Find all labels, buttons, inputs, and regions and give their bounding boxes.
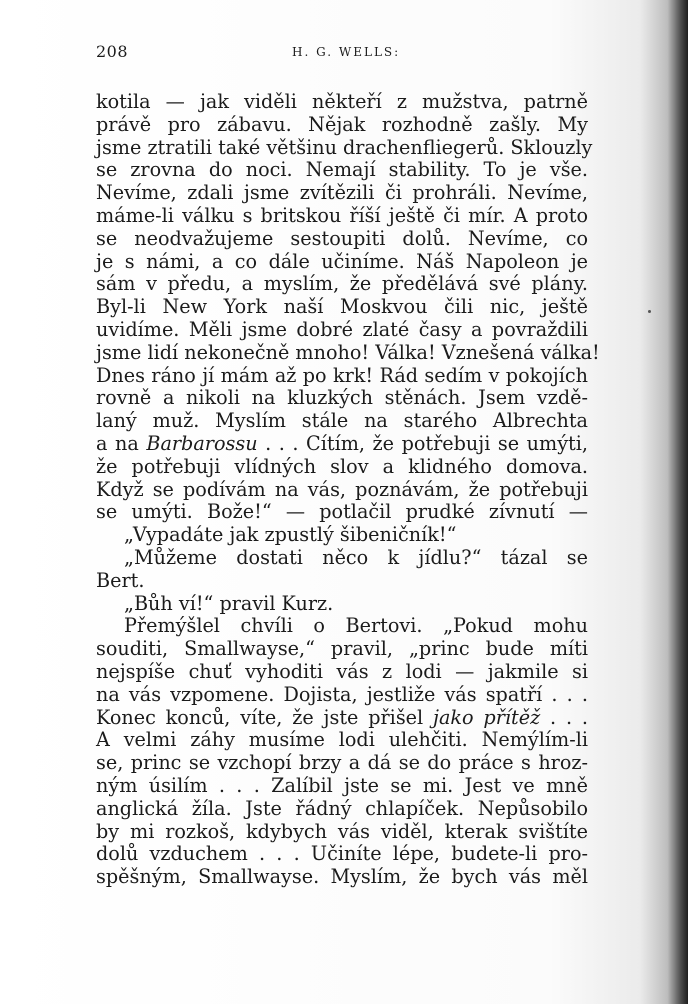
- text-line: A velmi záhy musíme lodi ulehčiti. Nemýlím-li: [96, 728, 588, 752]
- page-header: [96, 42, 586, 64]
- text-line: laný muž. Myslím stále na starého Albrechta: [96, 409, 588, 433]
- text-line: kotila — jak viděli někteří z mužstva, patrně: [96, 90, 588, 113]
- text-line: „Bůh ví!“ pravil Kurz.: [124, 591, 334, 615]
- text-line: jsme ztratili také většinu drachenfliegerů. Sklouzly: [96, 135, 593, 159]
- text-line: ným úsilím . . . Zalíbil jste se mi. Jest ve mně: [96, 773, 588, 797]
- text-line: „Vypadáte jak zpustlý šibeničník!“: [124, 523, 457, 547]
- text-line: spěšným, Smallwayse. Myslím, že bych vás měl: [96, 865, 588, 889]
- page-number: 208: [96, 42, 129, 61]
- text-line: se umýti. Bože!“ — potlačil prudké zívnutí —: [96, 500, 588, 524]
- text-line: Konec konců, víte, že jste přišel jako přítěž . . .: [96, 705, 588, 729]
- text-line: právě pro zábavu. Nějak rozhodně zašly. My: [96, 112, 588, 136]
- text-line: sám v předu, a myslím, že předělává své plány.: [96, 272, 588, 296]
- text-line: Dnes ráno jí mám až po krk! Rád sedím v pokojích: [96, 363, 588, 387]
- text-line: nejspíše chuť vyhoditi vás z lodi — jakmile si: [96, 659, 588, 683]
- text-line: a na Barbarossu . . . Cítím, že potřebuji se umýti,: [96, 431, 589, 455]
- text-line: by mi rozkoš, kdybych vás viděl, kterak svištíte: [96, 819, 588, 843]
- text-line: se, princ se vzchopí brzy a dá se do práce s hroz-: [96, 751, 588, 775]
- running-head: H. G. WELLS:: [292, 45, 401, 59]
- text-line: souditi, Smallwayse,“ pravil, „princ bude míti: [96, 637, 588, 661]
- text-line: se neodvažujeme sestoupiti dolů. Nevíme, co: [96, 226, 588, 250]
- text-line: na vás vzpomene. Dojista, jestliže vás spatří . . .: [96, 682, 588, 706]
- body-text: [96, 90, 600, 889]
- text-line: jsme lidí nekonečně mnoho! Válka! Vznešená válka!: [96, 340, 600, 364]
- text-line: Když se podívám na vás, poznávám, že potřebuji: [96, 477, 588, 501]
- text-line: uvidíme. Měli jsme dobré zlaté časy a povraždili: [96, 317, 588, 341]
- text-line: rovně a nikoli na kluzkých stěnách. Jsem vzdě-: [96, 386, 588, 410]
- text-line: Přemýšlel chvíli o Bertovi. „Pokud mohu: [124, 614, 588, 638]
- text-line: Byl-li New York naší Moskvou čili nic, ještě: [96, 295, 588, 319]
- text-line: že potřebuji vlídných slov a klidného domova.: [96, 454, 588, 478]
- text-line: se zrovna do noci. Nemají stability. To je vše.: [96, 158, 588, 182]
- text-line: máme-li válku s britskou říší ještě či mír. A proto: [96, 203, 588, 227]
- text-line: anglická žíla. Jste řádný chlapíček. Nepůsobilo: [96, 796, 588, 820]
- text-line: Nevíme, zdali jsme zvítězili či prohráli. Nevíme,: [96, 181, 588, 205]
- text-line: Bert.: [96, 568, 145, 592]
- print-speck: [648, 310, 651, 313]
- text-line: „Můžeme dostati něco k jídlu?“ tázal se: [124, 545, 588, 569]
- text-line: je s námi, a co dále učiníme. Náš Napoleon je: [96, 249, 588, 273]
- text-line: dolů vzduchem . . . Učiníte lépe, budete-li pro-: [96, 842, 588, 866]
